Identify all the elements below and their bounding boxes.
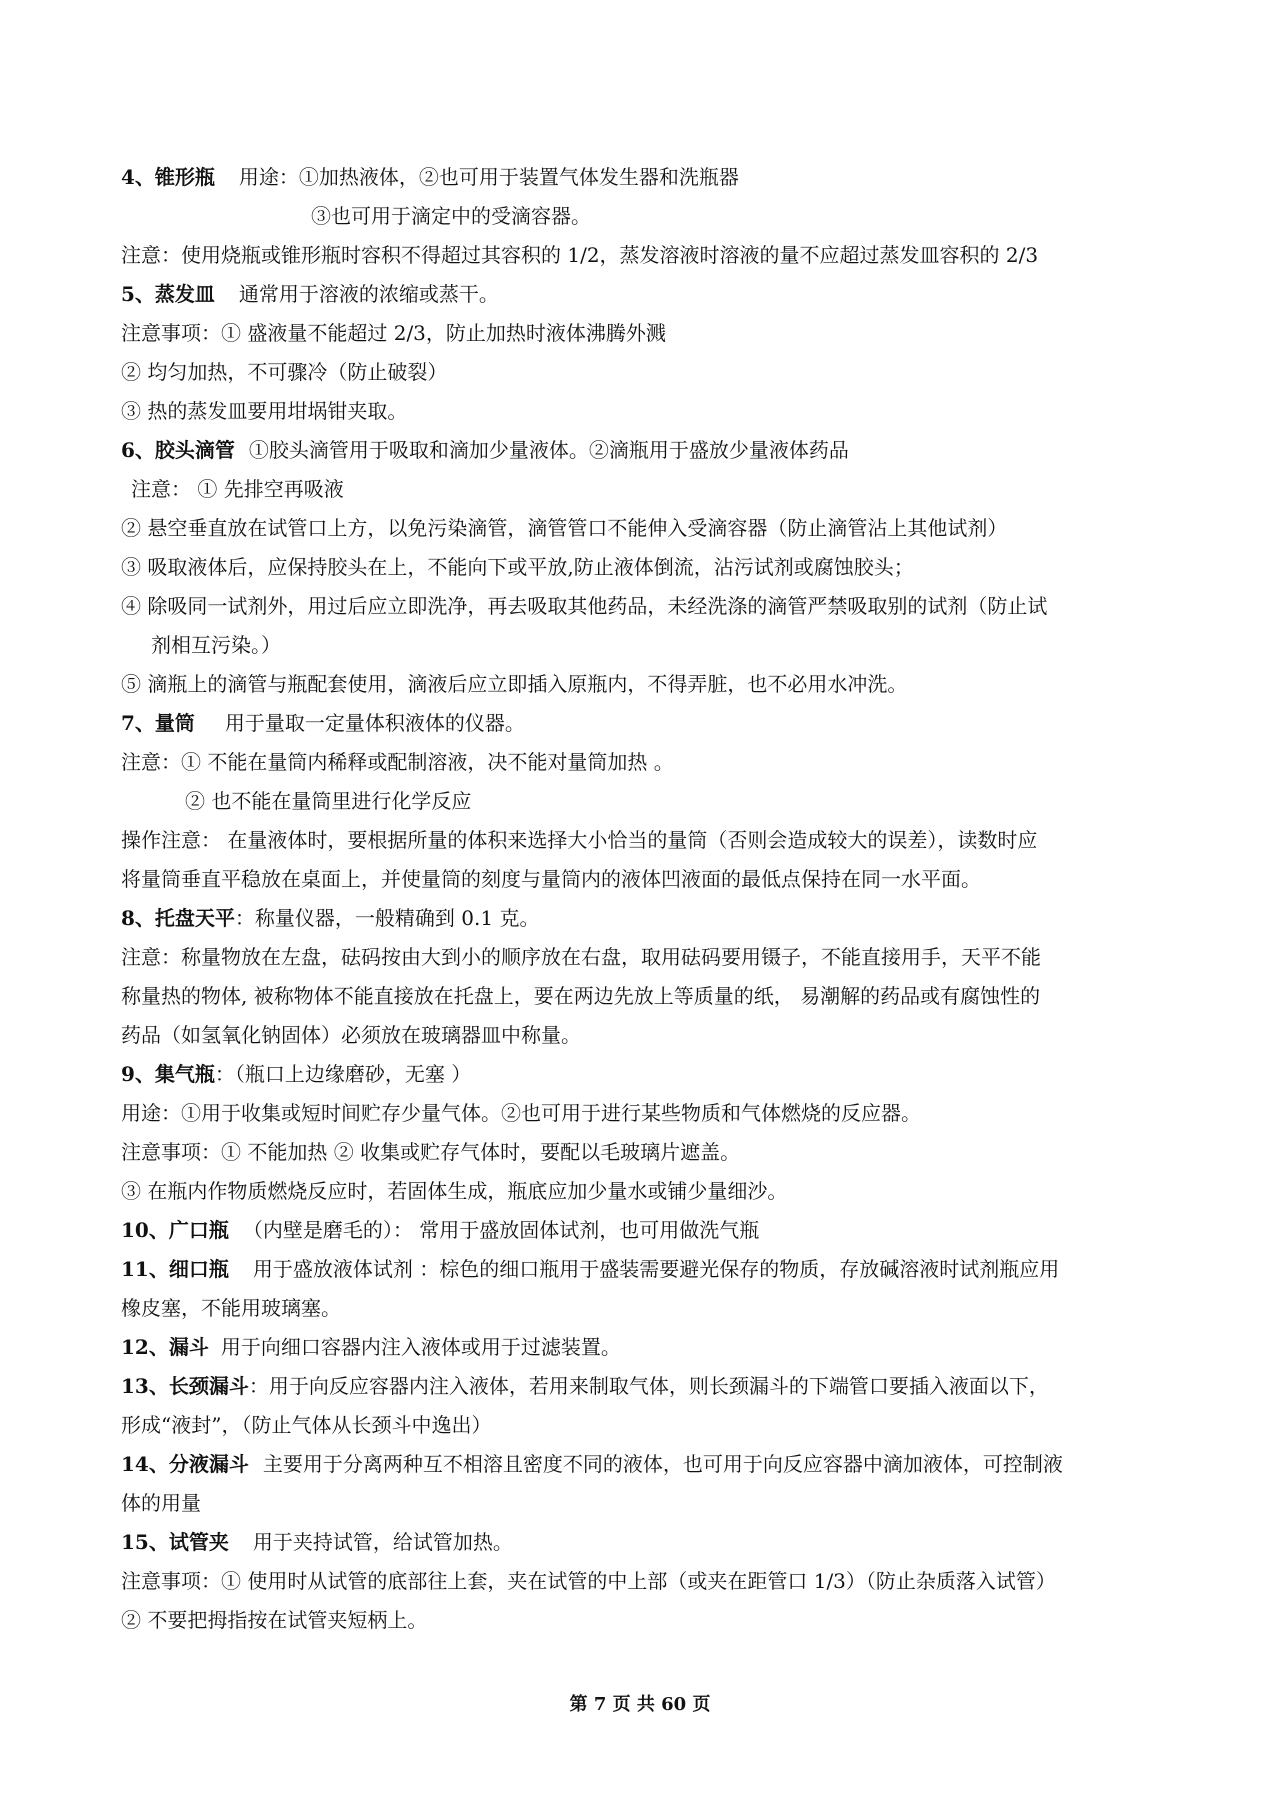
text-line <box>121 1133 1181 1172</box>
line-text: 注意：称量物放在左盘，砝码按由大到小的顺序放在右盘，取用砝码要用镊子，不能直接用手，天平不能 <box>121 945 1041 969</box>
text-line <box>121 1484 1181 1523</box>
line-text: 用于向细口容器内注入液体或用于过滤装置。 <box>220 1335 621 1359</box>
text-line <box>121 977 1181 1016</box>
text-line <box>121 431 1181 470</box>
line-text: ② 也不能在量筒里进行化学反应 <box>185 789 472 813</box>
line-text: 注意事项：① 使用时从试管的底部往上套，夹在试管的中上部（或夹在距管口 1/3）（防止杂质落入试管） <box>121 1569 1056 1593</box>
section-heading: 5、蒸发皿 <box>121 282 215 306</box>
text-line <box>121 197 1181 236</box>
line-text: 将量筒垂直平稳放在桌面上，并使量筒的刻度与量筒内的液体凹液面的最低点保持在同一水平面。 <box>121 867 981 891</box>
line-text: ：用于向反应容器内注入液体，若用来制取气体，则长颈漏斗的下端管口要插入液面以下， <box>248 1374 1049 1398</box>
text-line <box>121 1055 1181 1094</box>
text-line <box>121 1250 1181 1289</box>
line-text: 体的用量 <box>121 1491 201 1515</box>
text-line <box>121 782 1181 821</box>
line-text: 用途：①用于收集或短时间贮存少量气体。②也可用于进行某些物质和气体燃烧的反应器。 <box>121 1101 921 1125</box>
section-heading: 12、漏斗 <box>121 1335 209 1359</box>
line-text: ③ 热的蒸发皿要用坩埚钳夹取。 <box>121 399 408 423</box>
section-heading: 14、分液漏斗 <box>121 1452 249 1476</box>
line-text: 操作注意： 在量液体时，要根据所量的体积来选择大小恰当的量筒（否则会造成较大的误差），读数时应 <box>121 828 1038 852</box>
text-line <box>121 1367 1181 1406</box>
line-text: ①胶头滴管用于吸取和滴加少量液体。②滴瓶用于盛放少量液体药品 <box>248 438 849 462</box>
line-text: ③ 在瓶内作物质燃烧反应时，若固体生成，瓶底应加少量水或铺少量细沙。 <box>121 1179 788 1203</box>
line-text: 用于量取一定量体积液体的仪器。 <box>224 711 525 735</box>
line-text: ② 不要把拇指按在试管夹短柄上。 <box>121 1608 428 1632</box>
line-text: 形成“液封”，（防止气体从长颈斗中逸出） <box>121 1413 492 1437</box>
line-text: 通常用于溶液的浓缩或蒸干。 <box>238 282 499 306</box>
text-line <box>121 665 1181 704</box>
text-line <box>121 704 1181 743</box>
text-line <box>121 1406 1181 1445</box>
line-text: 剂相互污染。） <box>151 633 281 657</box>
line-text: ：（瓶口上边缘磨砂，无塞 ） <box>214 1062 472 1086</box>
section-heading: 13、长颈漏斗 <box>121 1374 249 1398</box>
text-line <box>121 1289 1181 1328</box>
text-line <box>121 392 1181 431</box>
line-text: 用于盛放液体试剂 ：棕色的细口瓶用于盛装需要避光保存的物质，存放碱溶液时试剂瓶应用 <box>252 1257 1060 1281</box>
text-line <box>121 743 1181 782</box>
text-line <box>121 236 1181 275</box>
line-text: ③也可用于滴定中的受滴容器。 <box>311 204 591 228</box>
text-line <box>121 587 1181 626</box>
section-heading: 8、托盘天平 <box>121 906 235 930</box>
text-line <box>121 1172 1181 1211</box>
text-line <box>121 353 1181 392</box>
section-heading: 10、广口瓶 <box>121 1218 229 1242</box>
text-line <box>121 314 1181 353</box>
text-line <box>121 509 1181 548</box>
line-text: 注意事项：① 盛液量不能超过 2/3，防止加热时液体沸腾外溅 <box>121 321 666 345</box>
line-text: 注意：① 不能在量筒内稀释或配制溶液，决不能对量筒加热 。 <box>121 750 674 774</box>
text-line <box>121 1445 1181 1484</box>
line-text: 注意： ① 先排空再吸液 <box>131 477 344 501</box>
section-heading: 7、量筒 <box>121 711 195 735</box>
text-line <box>121 1094 1181 1133</box>
section-heading: 4、锥形瓶 <box>121 165 215 189</box>
page-number-footer: 第 7 页 共 60 页 <box>569 1694 711 1715</box>
text-line <box>121 1601 1181 1640</box>
text-line <box>121 899 1181 938</box>
line-text: 药品（如氢氧化钠固体）必须放在玻璃器皿中称量。 <box>121 1023 581 1047</box>
line-text: 主要用于分离两种互不相溶且密度不同的液体，也可用于向反应容器中滴加液体，可控制液 <box>262 1452 1063 1476</box>
line-text: 橡皮塞，不能用玻璃塞。 <box>121 1296 341 1320</box>
line-text: ④ 除吸同一试剂外，用过后应立即洗净，再去吸取其他药品，未经洗涤的滴管严禁吸取别的试剂（防止试 <box>121 594 1048 618</box>
text-line <box>121 821 1181 860</box>
section-heading: 15、试管夹 <box>121 1530 229 1554</box>
text-line <box>121 1016 1181 1055</box>
text-line <box>121 626 1181 665</box>
text-line <box>121 1211 1181 1250</box>
line-text: 称量热的物体, 被称物体不能直接放在托盘上，要在两边先放上等质量的纸， 易潮解的药品或有腐蚀性的 <box>121 984 1041 1008</box>
line-text: ② 悬空垂直放在试管口上方，以免污染滴管，滴管管口不能伸入受滴容器（防止滴管沾上其他试剂） <box>121 516 1008 540</box>
text-line <box>121 1328 1181 1367</box>
line-text: 用途：①加热液体，②也可用于装置气体发生器和洗瓶器 <box>238 165 739 189</box>
text-line <box>121 938 1181 977</box>
section-heading: 11、细口瓶 <box>121 1257 229 1281</box>
text-line <box>121 470 1181 509</box>
line-text: 用于夹持试管，给试管加热。 <box>252 1530 513 1554</box>
line-text: ③ 吸取液体后，应保持胶头在上，不能向下或平放,防止液体倒流，沾污试剂或腐蚀胶头； <box>121 555 914 579</box>
line-text: 注意：使用烧瓶或锥形瓶时容积不得超过其容积的 1/2，蒸发溶液时溶液的量不应超过蒸发皿容积的 2/3 <box>121 243 1039 267</box>
text-line <box>121 548 1181 587</box>
text-line <box>121 860 1181 899</box>
text-line <box>121 275 1181 314</box>
document-body <box>121 158 1181 1640</box>
line-text: ② 均匀加热，不可骤冷（防止破裂） <box>121 360 448 384</box>
text-line <box>121 1523 1181 1562</box>
section-heading: 9、集气瓶 <box>121 1062 215 1086</box>
section-heading: 6、胶头滴管 <box>121 438 235 462</box>
line-text: ⑤ 滴瓶上的滴管与瓶配套使用，滴液后应立即插入原瓶内，不得弄脏，也不必用水冲洗。 <box>121 672 908 696</box>
line-text: （内壁是磨毛的）： 常用于盛放固体试剂，也可用做洗气瓶 <box>242 1218 760 1242</box>
text-line <box>121 158 1181 197</box>
line-text: 注意事项：① 不能加热 ② 收集或贮存气体时，要配以毛玻璃片遮盖。 <box>121 1140 741 1164</box>
line-text: ：称量仪器，一般精确到 0.1 克。 <box>234 906 540 930</box>
text-line <box>121 1562 1181 1601</box>
